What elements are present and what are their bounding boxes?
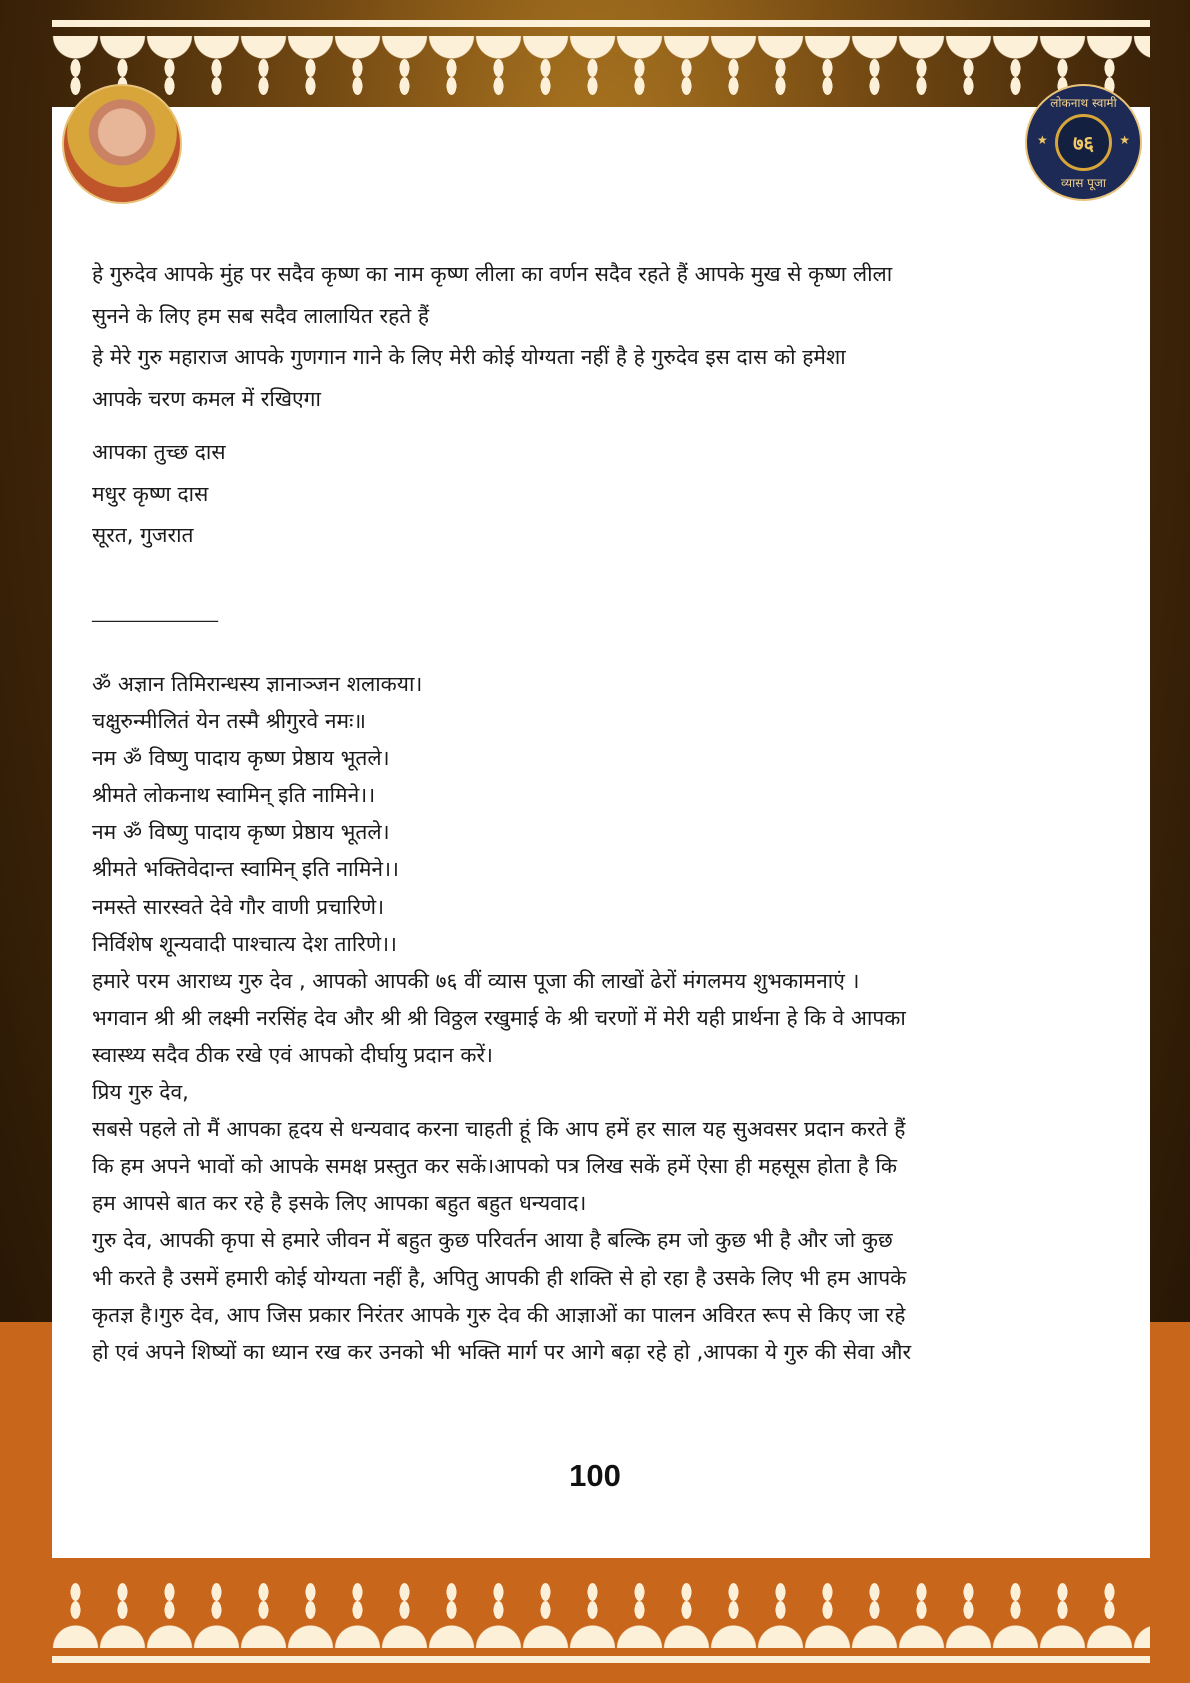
bottom-dots-row <box>52 1582 1150 1602</box>
mantra-line: ॐ अज्ञान तिमिरान्धस्य ज्ञानाञ्जन शलाकया। <box>92 672 423 696</box>
top-dots-row <box>52 76 1150 96</box>
text-line: कृतज्ञ है।गुरु देव, आप जिस प्रकार निरंतर आपके गुरु देव की आज्ञाओं का पालन अविरत रूप से किए जा रहे <box>92 1302 906 1327</box>
guru-photo <box>62 84 182 204</box>
text-line: कि हम अपने भावों को आपके समक्ष प्रस्तुत कर सकें।आपको पत्र लिख सकें हमें ऐसा ही महसूस होता है कि <box>92 1154 898 1179</box>
bottom-scallop-decoration <box>52 1624 1150 1648</box>
text-line: स्वास्थ्य सदैव ठीक रखे एवं आपको दीर्घायु प्रदान करें। <box>92 1042 494 1067</box>
logo-text-top: लोकनाथ स्वामी <box>1050 96 1117 110</box>
letter-1 <box>92 254 892 557</box>
signature-line: आपका तुच्छ दास <box>92 440 226 464</box>
signature-name: मधुर कृष्ण दास <box>92 481 209 506</box>
star-icon: ★ <box>1119 133 1130 147</box>
separator-line: ______________ <box>92 602 218 623</box>
top-scallop-decoration <box>52 36 1150 60</box>
text-line: हम आपसे बात कर रहे है इसके लिए आपका बहुत बहुत धन्यवाद। <box>92 1191 587 1216</box>
page-number: 100 <box>569 1458 621 1493</box>
bottom-border-bar <box>52 1656 1150 1663</box>
logo-text-bottom: व्यास पूजा <box>1061 176 1106 190</box>
mantra-line: नम ॐ विष्णु पादाय कृष्ण प्रेष्ठाय भूतले। <box>92 746 390 771</box>
mantra-line: निर्विशेष शून्यवादी पाश्चात्य देश तारिणे।। <box>92 931 397 956</box>
text-line: सबसे पहले तो मैं आपका हृदय से धन्यवाद करना चाहती हूं कि आप हमें हर साल यह सुअवसर प्रदान करते हैं <box>92 1117 906 1142</box>
text-line: हे गुरुदेव आपके मुंह पर सदैव कृष्ण का नाम कृष्ण लीला का वर्णन सदैव रहते हैं आपके मुख से कृष्ण लीला <box>92 262 893 286</box>
text-line: भी करते है उसमें हमारी कोई योग्यता नहीं है, अपितु आपकी ही शक्ति से हो रहा है उसके लिए भी हम आपके <box>92 1265 907 1290</box>
star-icon: ★ <box>1037 133 1048 147</box>
text-line: भगवान श्री श्री लक्ष्मी नरसिंह देव और श्री श्री विठ्ठल रखुमाई के श्री चरणों में मेरी यही प्रार्थना हे कि वे आपका <box>92 1005 906 1030</box>
top-dots-row <box>52 58 1150 78</box>
text-line: आपके चरण कमल में रखिएगा <box>92 386 321 411</box>
logo-number: ७६ <box>1055 114 1112 171</box>
signature-location: सूरत, गुजरात <box>92 523 194 547</box>
text-line: गुरु देव, आपकी कृपा से हमारे जीवन में बहुत कुछ परिवर्तन आया है बल्कि हम जो कुछ भी है और जो कुछ <box>92 1228 893 1253</box>
text-line: सुनने के लिए हम सब सदैव लालायित रहते हैं <box>92 303 430 328</box>
bottom-dots-row <box>52 1600 1150 1620</box>
mantra-line: श्रीमते भक्तिवेदान्त स्वामिन् इति नामिने।। <box>92 857 399 882</box>
mantra-line: नमस्ते सारस्वते देवे गौर वाणी प्रचारिणे। <box>92 894 385 919</box>
salutation: प्रिय गुरु देव, <box>92 1080 189 1105</box>
text-line: हमारे परम आराध्य गुरु देव , आपको आपकी ७६ वीं व्यास पूजा की लाखों ढेरों मंगलमय शुभकामनाएं । <box>92 968 860 993</box>
text-line: हे मेरे गुरु महाराज आपके गुणगान गाने के लिए मेरी कोई योग्यता नहीं है हे गुरुदेव इस दास को हमेशा <box>92 345 846 369</box>
vyasa-puja-logo <box>1025 84 1142 201</box>
top-border-bar <box>52 20 1150 27</box>
mantra-line: चक्षुरुन्मीलितं येन तस्मै श्रीगुरवे नमः॥ <box>92 709 366 734</box>
letter-2 <box>92 666 911 1371</box>
text-line: हो एवं अपने शिष्यों का ध्यान रख कर उनको भी भक्ति मार्ग पर आगे बढ़ा रहे हो ,आपका ये गुरु की सेवा और <box>92 1339 912 1364</box>
mantra-line: नम ॐ विष्णु पादाय कृष्ण प्रेष्ठाय भूतले। <box>92 820 390 845</box>
mantra-line: श्रीमते लोकनाथ स्वामिन् इति नामिने।। <box>92 783 376 808</box>
